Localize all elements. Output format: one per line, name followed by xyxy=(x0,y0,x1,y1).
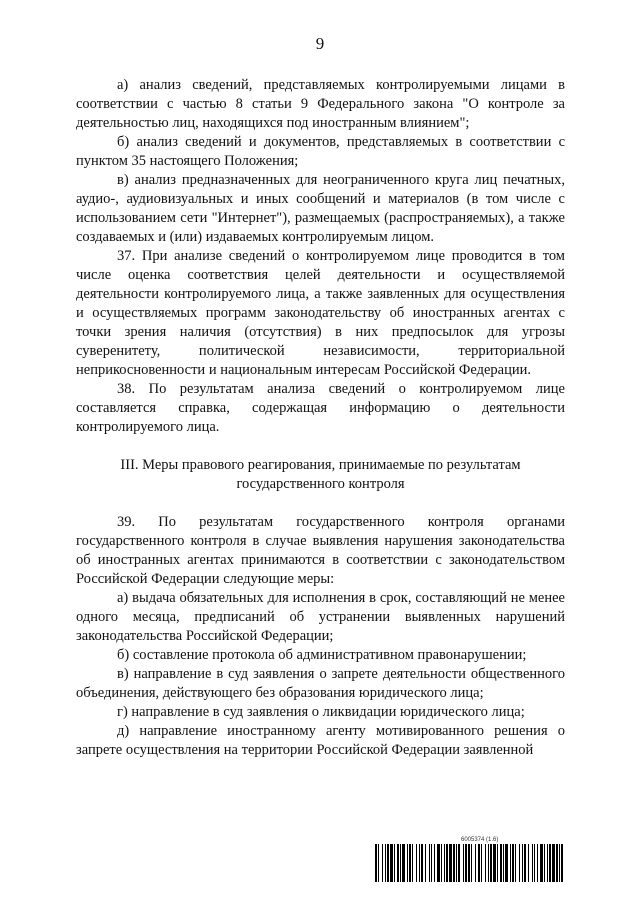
paragraph-item-b: б) анализ сведений и документов, представляемых в соответствии с пунктом 35 настоящего Положения; xyxy=(76,134,565,169)
page-number: 9 xyxy=(315,34,325,53)
paragraph-39-v: в) направление в суд заявления о запрете деятельности общественного объединения, действующего без образования юридического лица; xyxy=(76,666,565,701)
document-code: 6005374 (1.6) xyxy=(461,837,499,843)
section-heading: III. Меры правового реагирования, принимаемые по результатам государственного контроля xyxy=(120,457,521,492)
paragraph-39-d: д) направление иностранному агенту мотивированного решения о запрете осуществления на территории Российской Федерации заявленной xyxy=(76,723,565,758)
barcode-icon xyxy=(375,844,565,882)
paragraph-39-g: г) направление в суд заявления о ликвидации юридического лица; xyxy=(117,704,525,720)
paragraph-item-a: а) анализ сведений, представляемых контролируемыми лицами в соответствии с частью 8 статьи 9 Федерального закона "О контроле за деятельностью лиц, находящихся под иностранным влиянием"; xyxy=(76,77,565,131)
document-footer xyxy=(375,837,565,882)
document-body xyxy=(76,76,565,760)
paragraph-38: 38. По результатам анализа сведений о контролируемом лице составляется справка, содержащая информацию о деятельности контролируемого лица. xyxy=(76,381,565,435)
paragraph-item-v: в) анализ предназначенных для неограниченного круга лиц печатных, аудио-, аудиовизуальных и иных сообщений и материалов (в том числе с использованием сети "Интернет"), размещаемых (распространяемых), а также создаваемых и (или) издаваемых контролируемым лицом. xyxy=(76,172,565,245)
paragraph-39-a: а) выдача обязательных для исполнения в срок, составляющий не менее одного месяца, предписаний об устранении выявленных нарушений законодательства Российской Федерации; xyxy=(76,590,565,644)
paragraph-37: 37. При анализе сведений о контролируемом лице проводится в том числе оценка соответствия целей деятельности и осуществляемой деятельности контролируемого лица, а также заявленных для осуществления и осуществляемых программ законодательству об иностранных агентах с точки зрения наличия (отсутствия) в них предпосылок для угрозы суверенитету, политической независимости, территориальной неприкосновенности и национальным интересам Российской Федерации. xyxy=(76,248,565,378)
paragraph-39: 39. По результатам государственного контроля органами государственного контроля в случае выявления нарушения законодательства об иностранных агентах принимаются в соответствии с законодательством Российской Федерации следующие меры: xyxy=(76,514,565,587)
paragraph-39-b: б) составление протокола об административном правонарушении; xyxy=(117,647,527,663)
